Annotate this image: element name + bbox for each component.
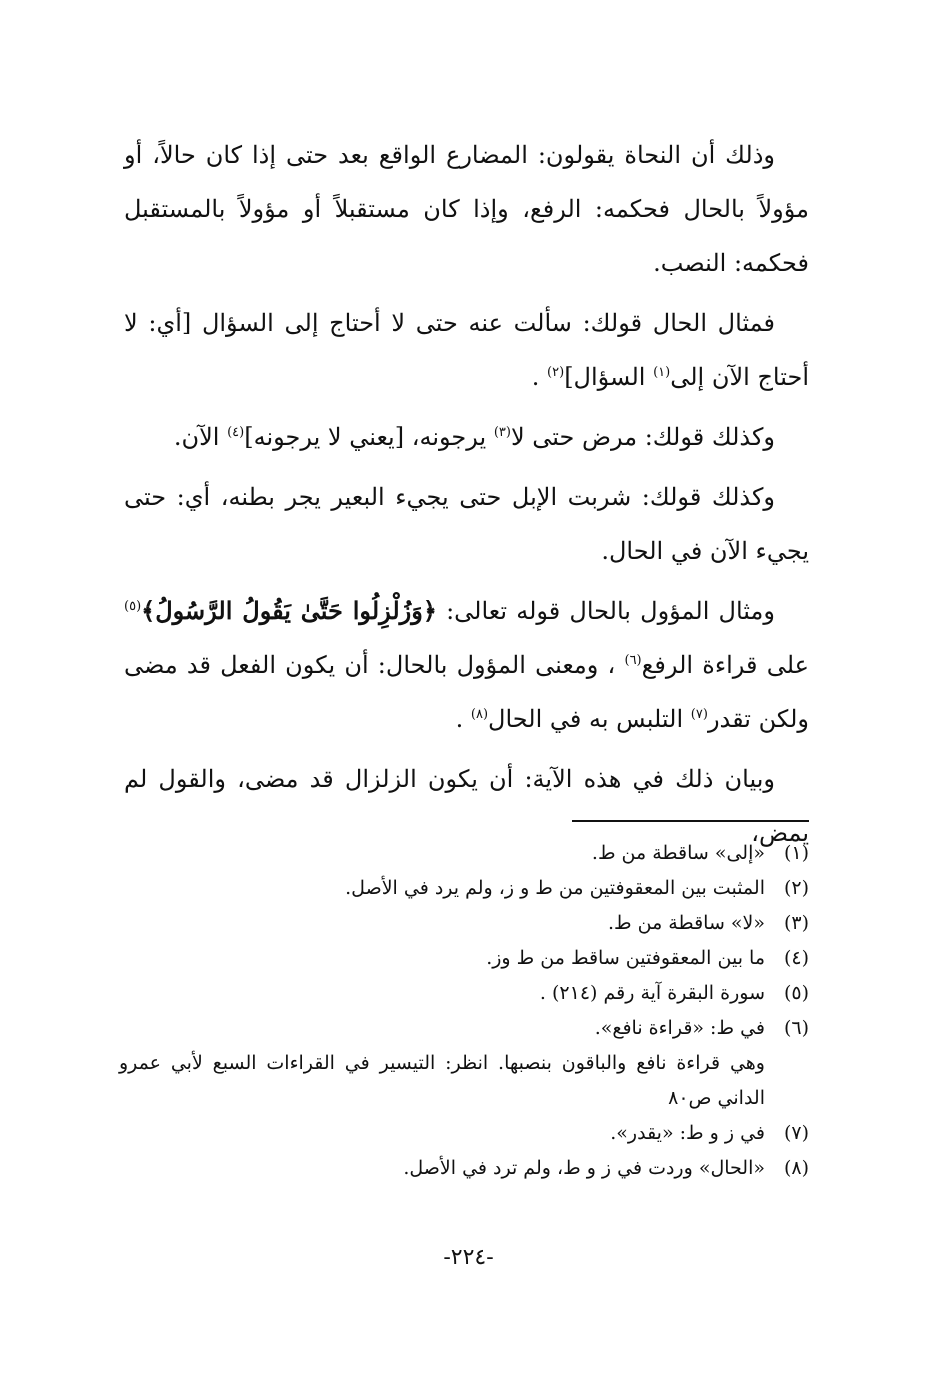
page-number: -٢٢٤-: [443, 1245, 494, 1270]
paragraph-1-text: وذلك أن النحاة يقولون: المضارع الواقع بعد حتى إذا كان حالاً، أو مؤولاً بالحال فحكمه: الرفع، وإذا كان مستقبلاً أو مؤولاً بالمستقبل فحكمه: النصب.: [124, 141, 809, 277]
footnote-3: [119, 906, 809, 941]
footnote-6: [119, 1011, 809, 1046]
footnote-number: (٢): [783, 877, 809, 899]
footnote-4: [119, 941, 809, 976]
footnote-1: [119, 836, 809, 871]
paragraph-4-text: وكذلك قولك: شربت الإبل حتى يجيء البعير يجر بطنه، أي: حتى يجيء الآن في الحال.: [124, 483, 809, 565]
footnote-ref-5[interactable]: (٥): [124, 599, 142, 614]
paragraph-3-text-b: يرجونه، [يعني لا يرجونه]: [244, 423, 494, 451]
footnote-number: (٦): [783, 1017, 809, 1039]
footnote-8: [119, 1151, 809, 1186]
paragraph-6-text: وبيان ذلك في هذه الآية: أن يكون الزلزال قد مضى، والقول لم يمض،: [124, 765, 809, 847]
footnote-number: (٣): [783, 912, 809, 934]
paragraph-2-text-a: فمثال الحال قولك: سألت عنه حتى لا أحتاج إلى السؤال [أي: لا أحتاج الآن إلى: [124, 309, 809, 391]
footnote-ref-3[interactable]: (٣): [493, 425, 511, 440]
footnote-ref-2[interactable]: (٢): [547, 365, 565, 380]
footnotes-section: [119, 836, 809, 1186]
footnote-text: في ط: «قراءة نافع».: [594, 1017, 765, 1039]
quran-verse: ﴿وَزُلْزِلُوا حَتَّىٰ يَقُولُ الرَّسُولُ﴾: [141, 596, 437, 625]
footnote-ref-7[interactable]: (٧): [690, 707, 708, 722]
footnote-text: «الحال» وردت في ز و ط، ولم ترد في الأصل.: [403, 1157, 765, 1179]
paragraph-5-text-b: على قراءة الرفع: [641, 651, 809, 679]
footnote-text: «إلى» ساقطة من ط.: [591, 842, 765, 864]
footnote-7: [119, 1116, 809, 1151]
footnote-ref-1[interactable]: (١): [653, 365, 671, 380]
paragraph-5-text-d: التلبس به في الحال: [488, 705, 691, 733]
footnote-text: ما بين المعقوفتين ساقط من ط وز.: [486, 947, 765, 969]
paragraph-4: [124, 470, 809, 578]
main-text-body: [124, 128, 809, 866]
footnote-2: [119, 871, 809, 906]
paragraph-5-text-e: .: [455, 705, 471, 733]
footnote-5: [119, 976, 809, 1011]
footnote-number: (١): [783, 842, 809, 864]
paragraph-2: [124, 296, 809, 404]
footnote-text: سورة البقرة آية رقم (٢١٤) .: [539, 982, 765, 1004]
paragraph-2-text-b: السؤال]: [564, 363, 654, 391]
footnote-divider: [572, 820, 809, 822]
footnote-6-continuation: وهي قراءة نافع والباقون بنصبها. انظر: التيسير في القراءات السبع لأبي عمرو الداني ص٨٠: [119, 1052, 765, 1109]
paragraph-3: [124, 410, 809, 464]
paragraph-3-text-c: الآن.: [173, 423, 228, 451]
footnote-number: (٤): [783, 947, 809, 969]
footnote-ref-8[interactable]: (٨): [470, 707, 489, 722]
footnote-ref-4[interactable]: (٤): [227, 425, 245, 440]
footnote-ref-6[interactable]: (٦): [624, 653, 642, 668]
paragraph-1: [124, 128, 809, 290]
footnote-number: (٧): [783, 1122, 809, 1144]
paragraph-5-text-a: ومثال المؤول بالحال قوله تعالى:: [436, 597, 775, 625]
footnote-number: (٨): [783, 1157, 809, 1179]
paragraph-5-text-c: ، ومعنى المؤول بالحال: أن يكون الفعل قد مضى ولكن تقدر: [124, 651, 809, 733]
footnote-text: «لا» ساقطة من ط.: [607, 912, 765, 934]
paragraph-5: [124, 584, 809, 746]
footnote-text: في ز و ط: «يقدر».: [610, 1122, 765, 1144]
footnote-number: (٥): [783, 982, 809, 1004]
paragraph-2-text-c: .: [531, 363, 548, 391]
footnote-text: المثبت بين المعقوفتين من ط و ز، ولم يرد في الأصل.: [345, 877, 765, 899]
paragraph-3-text-a: وكذلك قولك: مرض حتى لا: [510, 423, 775, 451]
